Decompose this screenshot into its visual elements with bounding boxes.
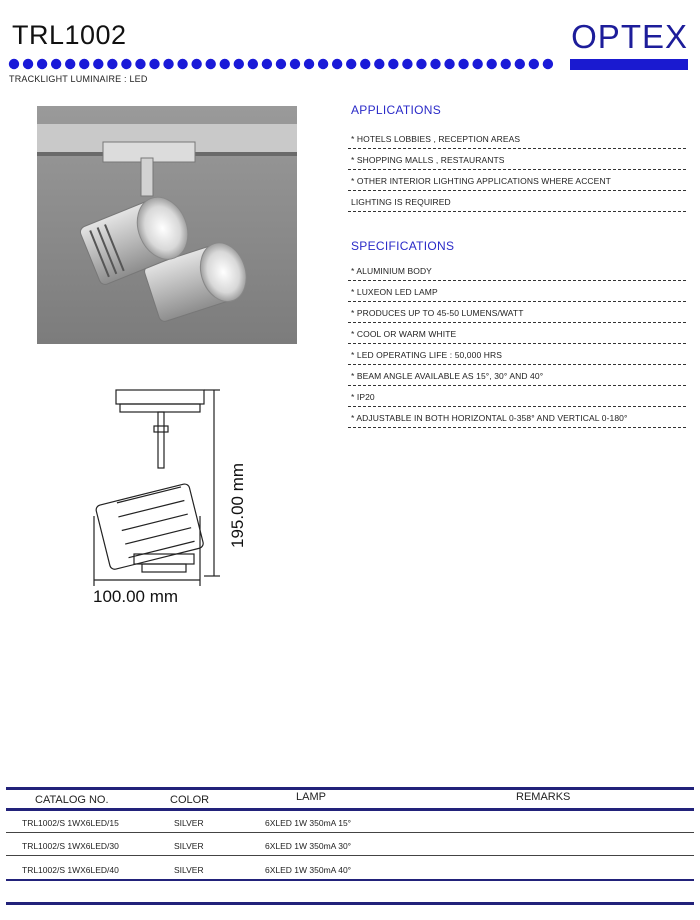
dot xyxy=(262,59,272,69)
table-row-divider xyxy=(6,832,694,833)
dot xyxy=(472,59,482,69)
dot xyxy=(318,59,328,69)
dot xyxy=(234,59,244,69)
dot xyxy=(304,59,314,69)
table-header-rule xyxy=(6,808,694,811)
list-item: * PRODUCES UP TO 45-50 LUMENS/WATT xyxy=(348,302,686,323)
dot xyxy=(93,59,103,69)
list-item: * ADJUSTABLE IN BOTH HORIZONTAL 0-358° AND VERTICAL 0-180° xyxy=(348,407,686,428)
dot xyxy=(458,59,468,69)
table-cell-color: SILVER xyxy=(174,841,204,851)
lamp-header: LAMP xyxy=(296,791,326,803)
brand-logo-text: OPTEX xyxy=(571,18,688,55)
table-bottom-rule xyxy=(6,902,694,905)
specifications-heading: SPECIFICATIONS xyxy=(351,239,455,253)
dot xyxy=(402,59,412,69)
model-number: TRL1002 xyxy=(12,20,127,50)
applications-heading: APPLICATIONS xyxy=(351,103,442,117)
table-row-rule xyxy=(6,879,694,881)
list-item: * ALUMINIUM BODY xyxy=(348,260,686,281)
dot xyxy=(444,59,454,69)
table-top-rule xyxy=(6,787,694,790)
table-cell-color: SILVER xyxy=(174,865,204,875)
dot xyxy=(177,59,187,69)
dot xyxy=(248,59,258,69)
table-cell-catalog: TRL1002/S 1WX6LED/40 xyxy=(22,865,119,875)
table-cell-lamp: 6XLED 1W 350mA 40° xyxy=(265,865,352,875)
list-item: * OTHER INTERIOR LIGHTING APPLICATIONS WHERE ACCENT xyxy=(348,170,686,191)
dot xyxy=(191,59,201,69)
dot xyxy=(79,59,89,69)
catalog-header: CATALOG NO. xyxy=(35,794,109,806)
dot xyxy=(360,59,370,69)
table-cell-lamp: 6XLED 1W 350mA 15° xyxy=(265,818,352,828)
dot xyxy=(9,59,19,69)
dot xyxy=(430,59,440,69)
dot xyxy=(543,59,553,69)
list-item: LIGHTING IS REQUIRED xyxy=(348,191,686,212)
dot xyxy=(206,59,216,69)
table-cell-catalog: TRL1002/S 1WX6LED/30 xyxy=(22,841,119,851)
list-item: * COOL OR WARM WHITE xyxy=(348,323,686,344)
applications-list xyxy=(348,128,686,212)
specifications-list xyxy=(348,260,686,428)
dot xyxy=(290,59,300,69)
dot xyxy=(374,59,384,69)
color-header: COLOR xyxy=(170,794,210,806)
dimension-drawing xyxy=(80,376,280,616)
dot xyxy=(416,59,426,69)
list-item: * SHOPPING MALLS , RESTAURANTS xyxy=(348,149,686,170)
dot xyxy=(121,59,131,69)
dot xyxy=(388,59,398,69)
dot xyxy=(501,59,511,69)
table-row-divider xyxy=(6,855,694,856)
height-dimension-label: 195.00 mm xyxy=(228,462,247,548)
dot xyxy=(346,59,356,69)
dot xyxy=(276,59,286,69)
dot xyxy=(51,59,61,69)
dot xyxy=(65,59,75,69)
product-subtitle: TRACKLIGHT LUMINAIRE : LED xyxy=(9,74,148,84)
dot xyxy=(149,59,159,69)
table-cell-color: SILVER xyxy=(174,818,204,828)
list-item: * IP20 xyxy=(348,386,686,407)
dot xyxy=(515,59,525,69)
dot xyxy=(135,59,145,69)
list-item: * LED OPERATING LIFE : 50,000 HRS xyxy=(348,344,686,365)
list-item: * BEAM ANGLE AVAILABLE AS 15°, 30° AND 40° xyxy=(348,365,686,386)
list-item: * HOTELS LOBBIES , RECEPTION AREAS xyxy=(348,128,686,149)
table-cell-catalog: TRL1002/S 1WX6LED/15 xyxy=(22,818,119,828)
dot xyxy=(487,59,497,69)
dotted-divider xyxy=(8,57,558,71)
brand-underline-bar xyxy=(570,59,688,70)
remarks-header: REMARKS xyxy=(516,791,571,803)
dot xyxy=(332,59,342,69)
width-dimension-label: 100.00 mm xyxy=(93,587,179,606)
dot xyxy=(529,59,539,69)
table-cell-lamp: 6XLED 1W 350mA 30° xyxy=(265,841,352,851)
list-item: * LUXEON LED LAMP xyxy=(348,281,686,302)
product-photo xyxy=(37,106,297,344)
dot xyxy=(163,59,173,69)
dot xyxy=(37,59,47,69)
dot xyxy=(107,59,117,69)
dot xyxy=(220,59,230,69)
dot xyxy=(23,59,33,69)
